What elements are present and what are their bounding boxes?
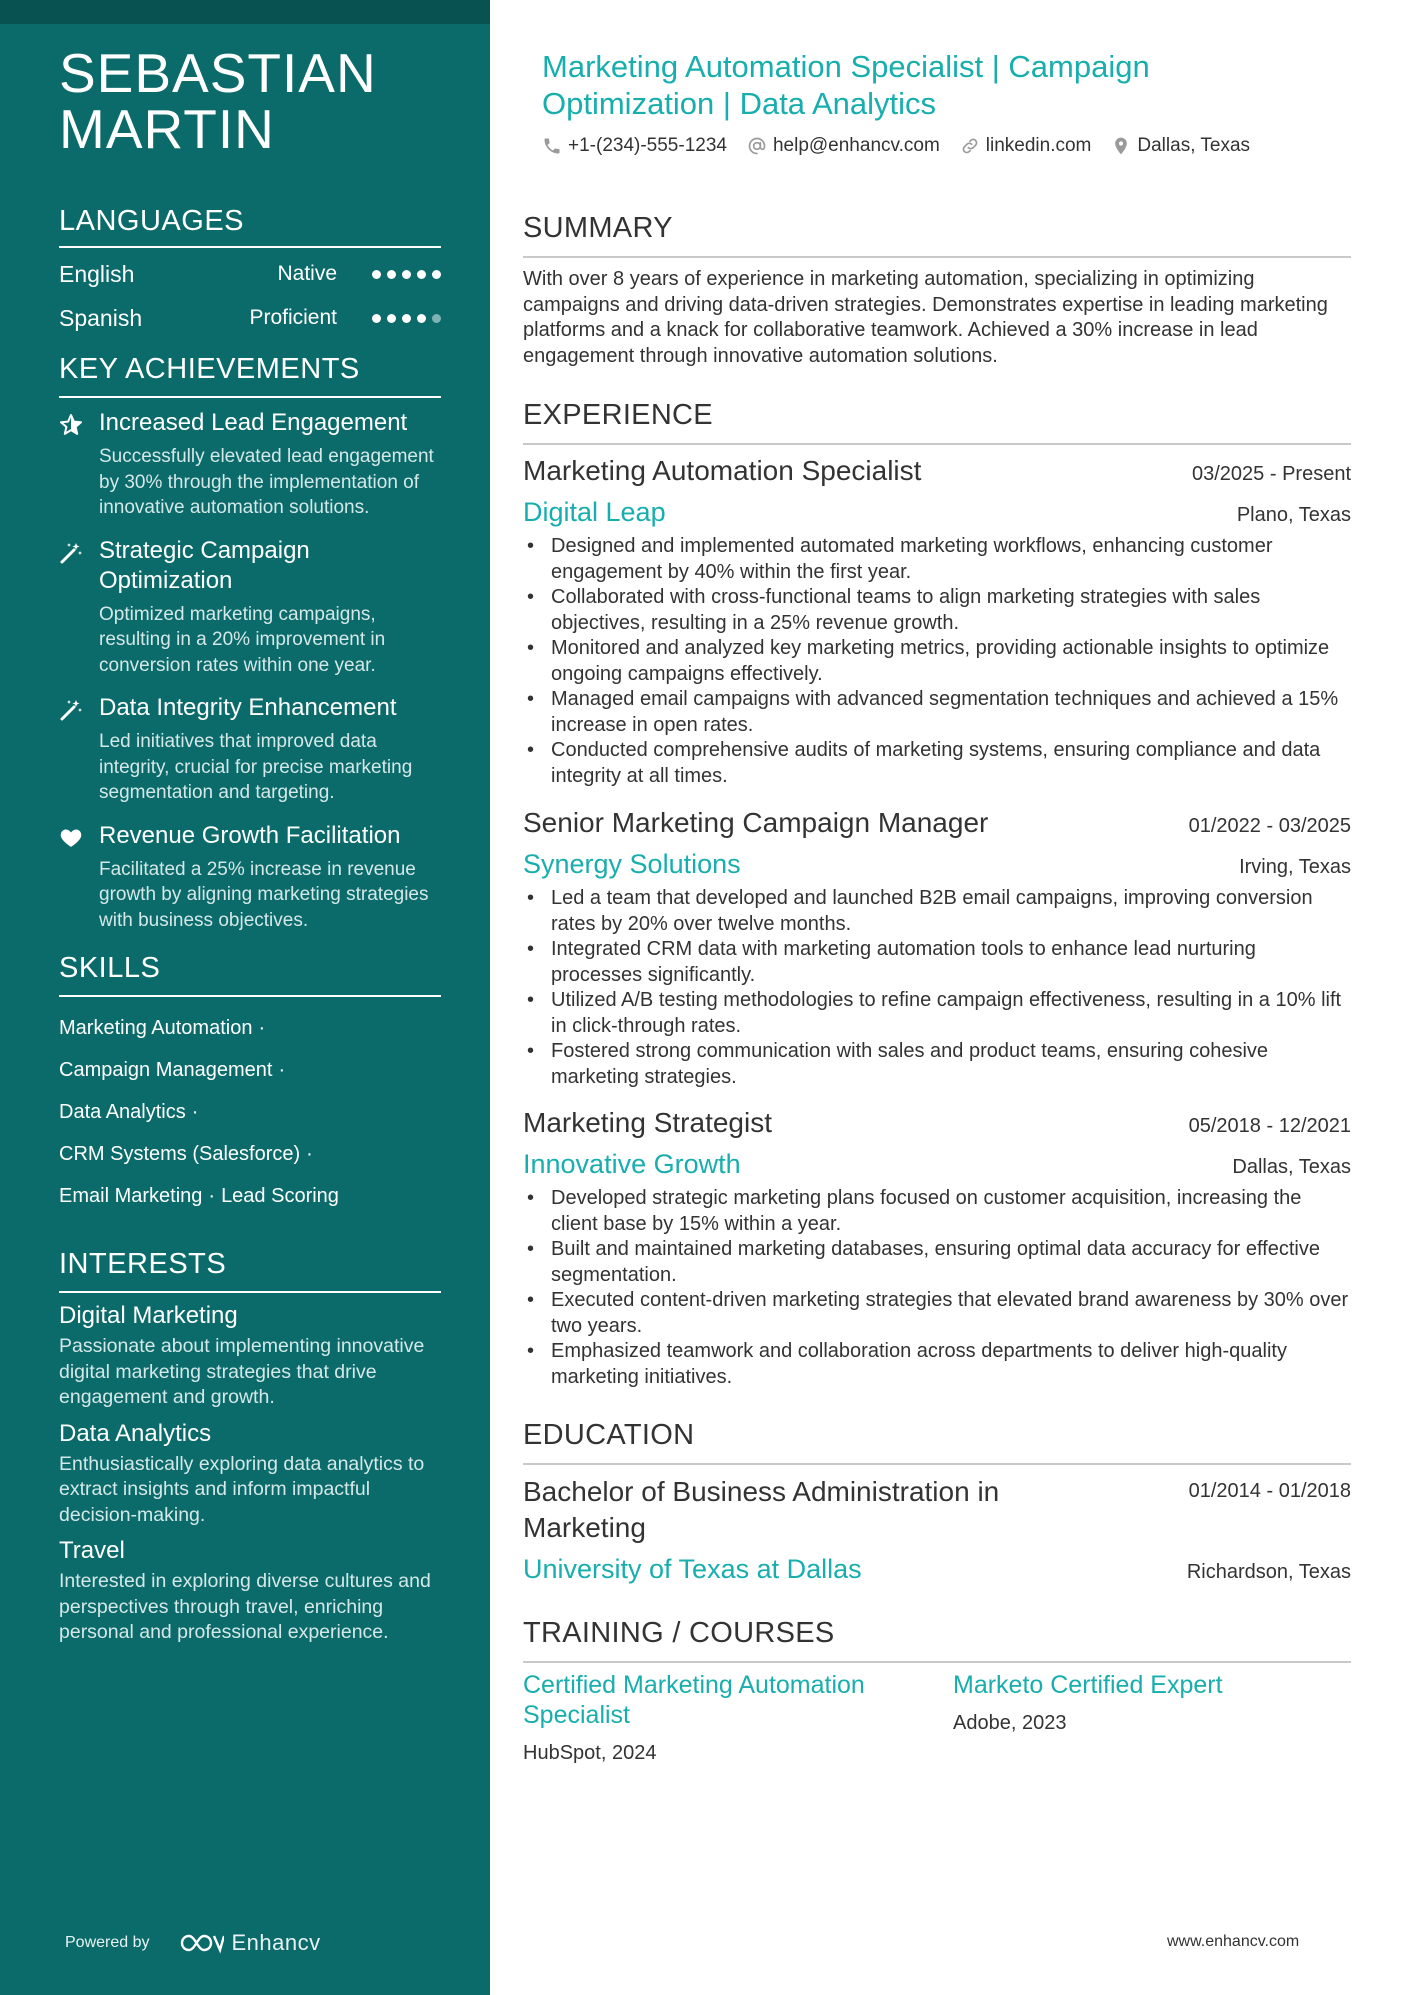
interest-title: Travel [59,1537,125,1564]
job-title: Senior Marketing Campaign Manager [523,807,989,838]
job-bullet: • Led a team that developed and launched B2B email campaigns, improving conversion rates by 20% over twelve months. [523,886,1351,937]
achievements-list [59,408,441,933]
contact-linkedin[interactable] [960,135,1092,157]
proficiency-dot-filled [402,270,411,279]
link-icon [960,136,980,156]
job-bullet: • Developed strategic marketing plans focused on customer acquisition, increasing the client base by 15% within a year. [523,1186,1351,1237]
infinity-logo-icon [178,1931,224,1955]
skill-tag: Email Marketing [59,1185,203,1207]
skill-tag: Lead Scoring [221,1185,339,1207]
skill-tag: Campaign Management [59,1059,273,1081]
magic-wand-icon [59,693,99,806]
skill-line [59,1091,441,1133]
proficiency-dot-filled [417,270,426,279]
enhancv-logo[interactable] [178,1930,321,1956]
interest-title: Data Analytics [59,1419,212,1447]
skill-separator: · [258,1017,266,1039]
sidebar-top-band [0,0,490,24]
achievement-item [59,821,441,934]
job-bullet: • Managed email campaigns with advanced segmentation techniques and achieved a 15% increase in open rates. [523,687,1351,738]
phone-icon [542,136,562,156]
languages-divider [59,246,441,248]
job-entry [523,453,1351,789]
job-title: Marketing Strategist [523,1107,772,1138]
course-provider: Adobe, 2023 [953,1712,1067,1734]
powered-by-label: Powered by [65,1934,150,1951]
candidate-name [59,42,441,160]
footer-url[interactable]: www.enhancv.com [1167,1933,1300,1950]
summary-heading: SUMMARY [523,211,1351,258]
skill-line [59,1007,441,1049]
interest-desc: Passionate about implementing innovative digital marketing strategies that drive engagement and growth. [59,1335,425,1408]
contact-location [1111,135,1250,157]
job-bullets [523,534,1351,789]
languages-heading: LANGUAGES [59,205,244,237]
language-name: English [59,260,135,287]
languages-list [59,252,441,340]
achievement-item [59,536,441,679]
job-bullet: • Emphasized teamwork and collaboration across departments to deliver high-quality marketing initiatives. [523,1339,1351,1390]
course-item [523,1670,953,1765]
skills-heading: SKILLS [59,951,441,997]
job-entry [523,1105,1351,1390]
sidebar [0,0,490,1995]
education-dates: 01/2014 - 01/2018 [1188,1480,1351,1502]
job-location: Dallas, Texas [1232,1156,1351,1178]
language-level: Proficient [249,306,337,329]
interests-list [59,1301,441,1646]
achievement-title: Strategic Campaign Optimization [99,536,310,594]
training-list [523,1670,1351,1765]
proficiency-dot-filled [387,314,396,323]
proficiency-dots [367,314,441,323]
school-name: University of Texas at Dallas [523,1554,862,1584]
proficiency-dot-filled [432,270,441,279]
job-bullet: • Executed content-driven marketing strategies that elevated brand awareness by 30% over two years. [523,1288,1351,1339]
job-bullet: • Utilized A/B testing methodologies to refine campaign effectiveness, resulting in a 10% lift in click-through rates. [523,988,1351,1039]
job-company: Synergy Solutions [523,849,741,879]
contact-email[interactable] [747,135,940,157]
job-dates: 01/2022 - 03/2025 [1188,815,1351,837]
brand-name: Enhancv [231,1930,321,1955]
school-location: Richardson, Texas [1186,1561,1351,1583]
summary-text: With over 8 years of experience in marketing automation, specializing in optimizing campaigns and driving data-driven strategies. Demonstrates expertise in leading marketing platforms and a knack for collaborative teamwork. Achieved a 30% increase in lead engagement through innovative automation solutions. [523,268,1328,367]
skill-line [59,1175,441,1217]
proficiency-dot-filled [387,270,396,279]
achievement-desc: Led initiatives that improved data integrity, crucial for precise marketing segmentation and targeting. [99,731,413,803]
skill-tag: CRM Systems (Salesforce) [59,1143,301,1165]
job-bullet: • Integrated CRM data with marketing automation tools to enhance lead nurturing processes significantly. [523,937,1351,988]
job-bullet: • Conducted comprehensive audits of marketing systems, ensuring compliance and data integrity at all times. [523,738,1351,789]
achievements-heading: KEY ACHIEVEMENTS [59,352,441,398]
course-provider: HubSpot, 2024 [523,1742,657,1764]
first-name: SEBASTIAN [59,42,377,104]
language-row [59,252,441,296]
proficiency-dot-empty [432,314,441,323]
job-entry [523,805,1351,1090]
experience-heading: EXPERIENCE [523,398,1351,445]
interest-desc: Enthusiastically exploring data analytics to extract insights and inform impactful decision-making. [59,1452,425,1526]
job-bullet: • Collaborated with cross-functional teams to align marketing strategies with sales objectives, resulting in a 25% revenue growth. [523,585,1351,636]
training-heading: TRAINING / COURSES [523,1616,1351,1663]
magic-wand-icon [59,536,99,679]
interest-item [59,1419,441,1529]
skill-line [59,1049,441,1091]
education-heading: EDUCATION [523,1418,1351,1465]
job-location: Plano, Texas [1236,504,1351,526]
job-title: Marketing Automation Specialist [523,455,922,486]
skill-separator: · [191,1101,199,1123]
skill-separator: · [208,1185,216,1207]
achievement-title: Revenue Growth Facilitation [99,821,401,849]
job-location: Irving, Texas [1239,856,1351,878]
last-name: MARTIN [59,98,275,160]
language-level: Native [277,262,337,285]
skill-line [59,1133,441,1175]
job-dates: 03/2025 - Present [1192,463,1351,485]
interest-desc: Interested in exploring diverse cultures and perspectives through travel, enriching personal and professional experience. [59,1570,431,1643]
achievement-title: Increased Lead Engagement [99,409,408,436]
proficiency-dot-filled [417,314,426,323]
course-title: Certified Marketing Automation Specialist [523,1671,865,1729]
email-text: help@enhancv.com [772,135,940,156]
star-icon [59,408,99,521]
course-title: Marketo Certified Expert [953,1671,1223,1699]
course-item [953,1670,1351,1765]
skill-tag: Data Analytics [59,1101,186,1123]
proficiency-dot-filled [402,314,411,323]
skills-list [59,1007,441,1217]
proficiency-dot-filled [372,314,381,323]
achievement-item [59,408,441,521]
linkedin-text: linkedin.com [985,135,1092,156]
powered-by [65,1930,321,1956]
skill-tag: Marketing Automation [59,1017,253,1039]
interest-item [59,1536,441,1646]
language-name: Spanish [59,304,143,331]
headline: Marketing Automation Specialist | Campaign Optimization | Data Analytics [542,49,1150,121]
location-text: Dallas, Texas [1137,135,1251,156]
achievement-item [59,693,441,806]
at-sign-icon [747,136,767,156]
skill-separator: · [278,1059,286,1081]
proficiency-dot-filled [372,270,381,279]
heart-icon [59,821,99,934]
job-company: Innovative Growth [523,1149,741,1179]
degree-title: Bachelor of Business Administration in Marketing [523,1476,1000,1543]
education-entry [523,1474,1351,1587]
contact-bar [542,135,1270,157]
job-company: Digital Leap [523,497,666,527]
contact-phone[interactable] [542,135,727,157]
job-bullet: • Designed and implemented automated marketing workflows, enhancing customer engagement by 40% within the first year. [523,534,1351,585]
achievement-desc: Successfully elevated lead engagement by 30% through the implementation of innovative automation solutions. [99,446,434,518]
achievement-desc: Optimized marketing campaigns, resulting in a 20% improvement in conversion rates within one year. [99,603,386,676]
sidebar-content [59,42,441,1646]
job-bullet: • Monitored and analyzed key marketing metrics, providing actionable insights to optimize ongoing campaigns effectively. [523,636,1351,687]
language-row [59,296,441,340]
achievement-title: Data Integrity Enhancement [99,694,397,721]
interest-item [59,1301,441,1411]
job-bullets [523,1186,1351,1390]
interests-heading: INTERESTS [59,1247,441,1293]
phone-text: +1-(234)-555-1234 [568,135,727,156]
location-pin-icon [1111,136,1131,156]
skill-separator: · [306,1143,313,1165]
achievement-desc: Facilitated a 25% increase in revenue growth by aligning marketing strategies with business objectives. [99,858,429,931]
job-bullet: • Built and maintained marketing databases, ensuring optimal data accuracy for effective segmentation. [523,1237,1351,1288]
job-dates: 05/2018 - 12/2021 [1188,1115,1351,1137]
proficiency-dots [367,270,441,279]
job-bullet: • Fostered strong communication with sales and product teams, ensuring cohesive marketing strategies. [523,1039,1351,1090]
job-bullets [523,886,1351,1090]
interest-title: Digital Marketing [59,1302,238,1329]
